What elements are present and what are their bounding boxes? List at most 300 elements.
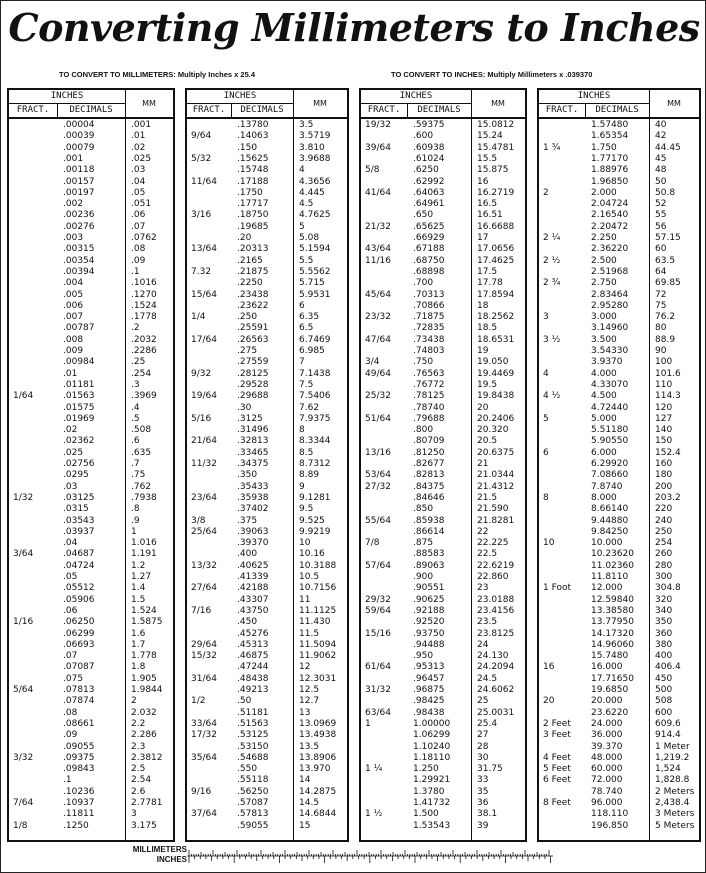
- table-row: [361, 222, 525, 232]
- mm-cell: 33: [477, 775, 489, 786]
- table-row: [9, 617, 173, 627]
- mm-cell: 5.5: [299, 255, 314, 266]
- decimal-cell: .50: [237, 696, 252, 707]
- table-row: [9, 120, 173, 130]
- mm-cell: 1.2: [131, 560, 146, 571]
- table-row: [9, 448, 173, 458]
- table-row: [361, 199, 525, 209]
- mm-cell: 10.7156: [299, 583, 337, 594]
- table-row: [9, 244, 173, 254]
- fraction-cell: 19/32: [365, 120, 391, 130]
- mm-cell: 6.7469: [299, 334, 331, 345]
- table-row: [9, 391, 173, 401]
- mm-cell: 69.85: [655, 278, 681, 289]
- mm-cell: .1270: [131, 289, 157, 300]
- mm-cell: .08: [131, 244, 146, 255]
- mm-cell: 25.4: [477, 718, 498, 729]
- table-row: [187, 504, 347, 514]
- fraction-cell: 2: [543, 187, 549, 198]
- table-row: [361, 516, 525, 526]
- table-row: [539, 549, 699, 559]
- mm-cell: 88.9: [655, 334, 676, 345]
- mm-cell: 14.2875: [299, 786, 337, 797]
- decimal-cell: .00984: [63, 357, 95, 368]
- decimal-cell: .78125: [413, 391, 445, 402]
- decimal-cell: 1.250: [413, 764, 439, 775]
- table-row: [539, 470, 699, 480]
- table-row: [187, 708, 347, 718]
- mm-cell: .03: [131, 165, 146, 176]
- header-decimals: DECIMALS: [417, 105, 461, 115]
- table-row: [187, 482, 347, 492]
- mm-cell: 3 Meters: [655, 809, 695, 820]
- table-row: [361, 809, 525, 819]
- mm-cell: 250: [655, 526, 673, 537]
- decimal-cell: .900: [413, 572, 434, 582]
- table-row: [361, 459, 525, 469]
- fraction-cell: 27/64: [191, 583, 217, 594]
- mm-cell: 1,524: [655, 764, 681, 775]
- table-row: [539, 177, 699, 187]
- table-row: [187, 403, 347, 413]
- decimal-cell: .30: [237, 402, 252, 413]
- mm-cell: 2.032: [131, 707, 157, 718]
- decimal-cell: .98425: [413, 696, 445, 707]
- table-row: [361, 188, 525, 198]
- decimal-cell: .350: [237, 470, 258, 481]
- mm-cell: .1778: [131, 312, 157, 323]
- decimal-cell: 1.29921: [413, 775, 451, 786]
- decimal-cell: 72.000: [591, 775, 623, 786]
- table-row: [539, 143, 699, 153]
- table-row: [361, 335, 525, 345]
- mm-cell: .9: [131, 515, 140, 526]
- mm-cell: 14.5: [299, 798, 320, 808]
- mm-cell: 1.6: [131, 628, 146, 639]
- table-row: [539, 459, 699, 469]
- table-row: [187, 640, 347, 650]
- table-row: [187, 436, 347, 446]
- decimal-cell: 3.54330: [591, 346, 629, 356]
- decimal-cell: .04: [63, 538, 78, 549]
- mm-cell: 500: [655, 685, 673, 695]
- mm-cell: 15.24: [477, 131, 503, 142]
- table-row: [361, 177, 525, 187]
- table-row: [187, 742, 347, 752]
- decimal-cell: .09375: [63, 752, 95, 763]
- decimal-cell: .10236: [63, 786, 95, 797]
- table-row: [187, 244, 347, 254]
- header-decimals: DECIMALS: [595, 105, 639, 115]
- mm-cell: 120: [655, 402, 673, 413]
- mm-cell: 8.89: [299, 470, 320, 481]
- table-row: [9, 459, 173, 469]
- mm-cell: 18.6531: [477, 334, 515, 345]
- table-row: [361, 267, 525, 277]
- mm-cell: 1: [131, 526, 137, 537]
- mm-cell: 450: [655, 673, 673, 684]
- decimal-cell: .82677: [413, 459, 445, 469]
- mm-cell: 9.1281: [299, 492, 331, 503]
- mm-cell: 18.2562: [477, 312, 515, 323]
- table-row: [9, 301, 173, 311]
- mm-cell: 15.5: [477, 153, 498, 164]
- mm-cell: 19.050: [477, 357, 509, 368]
- table-row: [9, 742, 173, 752]
- mm-cell: .04: [131, 176, 146, 187]
- mm-cell: 1.191: [131, 549, 157, 560]
- table-row: [9, 606, 173, 616]
- table-row: [539, 199, 699, 209]
- table-row: [9, 775, 173, 785]
- fraction-cell: 25/64: [191, 526, 217, 537]
- mm-cell: 10.5: [299, 572, 320, 582]
- decimal-cell: 1.57480: [591, 120, 629, 130]
- decimal-cell: .31496: [237, 425, 269, 436]
- mm-cell: 8: [299, 425, 305, 436]
- table-row: [539, 346, 699, 356]
- decimal-cell: 23.6220: [591, 707, 629, 718]
- mm-cell: 13.5: [299, 741, 320, 752]
- decimal-cell: 8.66140: [591, 504, 629, 515]
- header-inches: INCHES: [539, 90, 649, 104]
- decimal-cell: .90625: [413, 594, 445, 605]
- mm-cell: 17.5: [477, 266, 498, 277]
- table-row: [187, 617, 347, 627]
- mm-cell: 20.320: [477, 425, 509, 436]
- table-row: [9, 312, 173, 322]
- table-row: [9, 572, 173, 582]
- table-row: [539, 131, 699, 141]
- decimal-cell: 1.88976: [591, 165, 629, 176]
- table-row: [361, 606, 525, 616]
- decimal-cell: 1.41732: [413, 798, 451, 808]
- scale-ruler: [132, 845, 555, 869]
- mm-cell: 21: [477, 459, 489, 469]
- decimal-cell: 2.16540: [591, 210, 629, 221]
- fraction-cell: 55/64: [365, 515, 391, 526]
- decimal-cell: 4.000: [591, 368, 617, 379]
- table-row: [9, 278, 173, 288]
- decimal-cell: .32813: [237, 436, 269, 447]
- table-row: [539, 561, 699, 571]
- mm-cell: 24.6062: [477, 685, 515, 695]
- fraction-cell: 63/64: [365, 707, 391, 718]
- table-row: [187, 527, 347, 537]
- mm-cell: 9.9219: [299, 526, 331, 537]
- header-divider: [231, 103, 232, 117]
- mm-cell: 110: [655, 379, 673, 390]
- table-row: [9, 482, 173, 492]
- table-row: [187, 312, 347, 322]
- table-row: [187, 730, 347, 740]
- decimal-cell: .008: [63, 334, 84, 345]
- table-row: [361, 301, 525, 311]
- table-row: [539, 120, 699, 130]
- fraction-cell: 5/32: [191, 153, 212, 164]
- decimal-cell: 15.7480: [591, 651, 629, 662]
- decimal-cell: .54688: [237, 752, 269, 763]
- fraction-cell: 9/16: [191, 786, 212, 797]
- mm-cell: 5.1594: [299, 244, 331, 255]
- decimal-cell: 14.96060: [591, 639, 634, 650]
- table-row: [9, 719, 173, 729]
- decimal-cell: .875: [413, 538, 434, 549]
- mm-cell: 17.4625: [477, 255, 515, 266]
- table-row: [361, 798, 525, 808]
- mm-cell: 5.5562: [299, 266, 331, 277]
- header-mm: MM: [313, 99, 327, 108]
- table-row: [539, 493, 699, 503]
- decimal-cell: .33465: [237, 447, 269, 458]
- mm-cell: 10.16: [299, 549, 325, 560]
- table-row: [187, 775, 347, 785]
- mm-cell: 350: [655, 617, 673, 628]
- decimal-cell: .375: [237, 515, 258, 526]
- table-row: [9, 403, 173, 413]
- mm-cell: 7.5406: [299, 391, 331, 402]
- table-row: [187, 764, 347, 774]
- mm-cell: 19.5: [477, 379, 498, 390]
- decimal-cell: 12.000: [591, 583, 623, 594]
- header-inches: INCHES: [361, 90, 471, 104]
- mm-cell: .1: [131, 266, 140, 277]
- table-row: [187, 154, 347, 164]
- conversion-table-4: [537, 88, 701, 842]
- table-row: [361, 425, 525, 435]
- table-row: [9, 764, 173, 774]
- decimal-cell: .43750: [237, 605, 269, 616]
- table-row: [361, 617, 525, 627]
- decimal-cell: 1.06299: [413, 730, 451, 741]
- header-mm: MM: [667, 99, 681, 108]
- mm-cell: 9: [299, 481, 305, 492]
- table-row: [361, 403, 525, 413]
- mm-cell: 7.62: [299, 402, 320, 413]
- mm-cell: 22.225: [477, 538, 509, 549]
- table-row: [539, 787, 699, 797]
- table-row: [187, 606, 347, 616]
- decimal-cell: 9.44880: [591, 515, 629, 526]
- table-row: [9, 640, 173, 650]
- decimal-cell: .00236: [63, 210, 95, 221]
- decimal-cell: .250: [237, 312, 258, 323]
- table-row: [9, 369, 173, 379]
- table-row: [9, 222, 173, 232]
- mm-cell: .508: [131, 425, 152, 436]
- mm-cell: 2.286: [131, 730, 157, 741]
- mm-cell: 1.8: [131, 662, 146, 673]
- decimal-cell: 3.000: [591, 312, 617, 323]
- decimal-cell: .55118: [237, 775, 269, 786]
- decimal-cell: 7.8740: [591, 481, 623, 492]
- fraction-cell: 29/32: [365, 594, 391, 605]
- decimal-cell: .90551: [413, 583, 445, 594]
- decimal-cell: .53125: [237, 730, 269, 741]
- decimal-cell: .1750: [237, 187, 263, 198]
- mm-cell: 20.6375: [477, 447, 515, 458]
- decimal-cell: .10937: [63, 798, 95, 808]
- decimal-cell: .76563: [413, 368, 445, 379]
- fraction-cell: 1/8: [13, 820, 28, 831]
- fraction-cell: 1/64: [13, 391, 34, 402]
- mm-cell: 23.5: [477, 617, 498, 628]
- mm-cell: 17.0656: [477, 244, 515, 255]
- decimal-cell: 36.000: [591, 730, 623, 741]
- fraction-cell: 1/32: [13, 492, 34, 503]
- table-row: [9, 538, 173, 548]
- mm-cell: 13: [299, 707, 311, 718]
- decimal-cell: .550: [237, 764, 258, 775]
- mm-cell: 2.3: [131, 741, 146, 752]
- decimal-cell: .002: [63, 199, 84, 210]
- decimal-cell: .05: [63, 572, 78, 582]
- fraction-cell: 13/64: [191, 244, 217, 255]
- decimal-cell: 2.04724: [591, 199, 629, 210]
- mm-cell: 15: [299, 820, 311, 831]
- mm-cell: 16: [477, 176, 489, 187]
- table-row: [539, 414, 699, 424]
- decimal-cell: 1.750: [591, 142, 617, 153]
- table-row: [187, 222, 347, 232]
- fraction-cell: 1/16: [13, 617, 34, 628]
- decimal-cell: .42188: [237, 583, 269, 594]
- mm-cell: .7: [131, 459, 140, 469]
- decimal-cell: 48.000: [591, 752, 623, 763]
- fraction-cell: 1 ¼: [365, 764, 383, 775]
- decimal-cell: .85938: [413, 515, 445, 526]
- table-row: [187, 323, 347, 333]
- decimal-cell: .006: [63, 300, 84, 311]
- table-row: [187, 493, 347, 503]
- mm-cell: 10: [299, 538, 311, 549]
- table-row: [539, 222, 699, 232]
- table-row: [9, 143, 173, 153]
- header-inches: INCHES: [187, 90, 293, 104]
- table-row: [361, 662, 525, 672]
- decimal-cell: .29528: [237, 379, 269, 390]
- decimal-cell: .06250: [63, 617, 95, 628]
- fraction-cell: 3: [543, 312, 549, 323]
- table-row: [361, 369, 525, 379]
- decimal-cell: .03: [63, 481, 78, 492]
- mm-cell: 150: [655, 436, 673, 447]
- mm-cell: 2.54: [131, 775, 152, 786]
- mm-cell: .025: [131, 153, 152, 164]
- table-row: [187, 651, 347, 661]
- table-row: [361, 278, 525, 288]
- decimal-cell: .05906: [63, 594, 95, 605]
- fraction-cell: 11/64: [191, 176, 217, 187]
- table-row: [539, 380, 699, 390]
- header-divider: [57, 103, 58, 117]
- fraction-cell: 47/64: [365, 334, 391, 345]
- fraction-cell: 4: [543, 368, 549, 379]
- fraction-cell: 5 Feet: [543, 764, 571, 775]
- table-row: [9, 323, 173, 333]
- decimal-cell: .94488: [413, 639, 445, 650]
- decimal-cell: .61024: [413, 153, 445, 164]
- decimal-cell: .20: [237, 233, 252, 243]
- table-row: [187, 267, 347, 277]
- decimal-cell: .0315: [63, 504, 89, 515]
- table-row: [187, 301, 347, 311]
- decimal-cell: .03937: [63, 526, 95, 537]
- conversion-table-1: [7, 88, 175, 842]
- table-row: [187, 414, 347, 424]
- mm-cell: 23.0188: [477, 594, 515, 605]
- decimal-cell: 3.14960: [591, 323, 629, 334]
- decimal-cell: 1.53543: [413, 820, 451, 831]
- mm-cell: 1.9844: [131, 685, 163, 695]
- fraction-cell: 13/16: [365, 447, 391, 458]
- fraction-cell: 23/64: [191, 492, 217, 503]
- table-row: [187, 595, 347, 605]
- table-row: [9, 809, 173, 819]
- mm-cell: 21.590: [477, 504, 509, 515]
- table-row: [187, 256, 347, 266]
- table-row: [9, 629, 173, 639]
- table-row: [187, 798, 347, 808]
- table-row: [361, 549, 525, 559]
- mm-cell: 28: [477, 741, 489, 752]
- table-row: [9, 516, 173, 526]
- decimal-cell: .49213: [237, 685, 269, 695]
- decimal-cell: 196.850: [591, 820, 629, 831]
- decimal-cell: .71875: [413, 312, 445, 323]
- fraction-cell: 7/64: [13, 798, 34, 808]
- mm-cell: 3.175: [131, 820, 157, 831]
- decimal-cell: .400: [237, 549, 258, 560]
- mm-cell: .01: [131, 131, 146, 142]
- decimal-cell: .37402: [237, 504, 269, 515]
- fraction-cell: 5/8: [365, 165, 380, 176]
- decimal-cell: .70866: [413, 300, 445, 311]
- table-row: [539, 369, 699, 379]
- mm-cell: 20.2406: [477, 413, 515, 424]
- decimal-cell: 7.08660: [591, 470, 629, 481]
- decimal-cell: .96875: [413, 685, 445, 695]
- mm-cell: 1.524: [131, 605, 157, 616]
- decimal-cell: 12.59840: [591, 594, 634, 605]
- table-row: [187, 369, 347, 379]
- table-row: [539, 809, 699, 819]
- decimal-cell: 2.83464: [591, 289, 629, 300]
- decimal-cell: .48438: [237, 673, 269, 684]
- decimal-cell: .00276: [63, 221, 95, 232]
- mm-cell: 3.5: [299, 120, 314, 130]
- table-header: [539, 90, 699, 119]
- decimal-cell: .74803: [413, 346, 445, 356]
- mm-cell: 3: [131, 809, 137, 820]
- table-row: [361, 233, 525, 243]
- table-row: [9, 561, 173, 571]
- table-row: [539, 821, 699, 831]
- decimal-cell: .01: [63, 368, 78, 379]
- fraction-cell: 2 ¾: [543, 278, 561, 289]
- mm-cell: 203.2: [655, 492, 681, 503]
- table-row: [9, 787, 173, 797]
- fraction-cell: 5: [543, 413, 549, 424]
- mm-cell: 127: [655, 413, 673, 424]
- mm-cell: 11.5: [299, 628, 320, 639]
- fraction-cell: 11/32: [191, 459, 217, 469]
- table-row: [539, 595, 699, 605]
- decimal-cell: .275: [237, 346, 258, 356]
- mm-cell: 4.7625: [299, 210, 331, 221]
- decimal-cell: .29688: [237, 391, 269, 402]
- mm-cell: 15.4781: [477, 142, 515, 153]
